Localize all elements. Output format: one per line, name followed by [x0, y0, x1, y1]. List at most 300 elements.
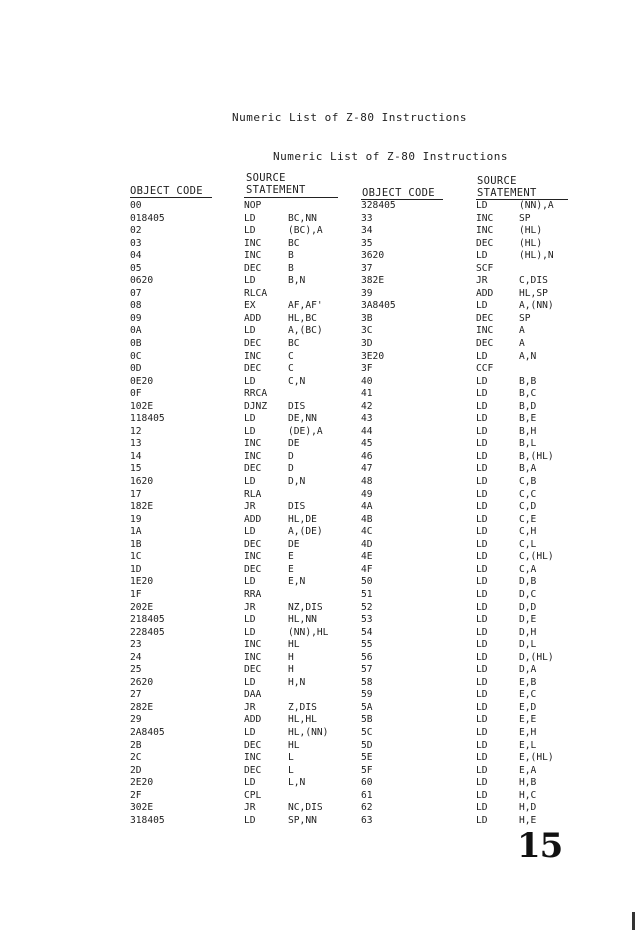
right-object-code: 48: [361, 476, 373, 488]
right-statement-header: STATEMENT: [477, 187, 537, 199]
left-operand: B: [288, 262, 294, 274]
right-mnemonic: LD: [476, 614, 488, 626]
left-operand: SP,NN: [288, 814, 317, 826]
left-mnemonic: ADD: [244, 513, 262, 525]
left-mnemonic: INC: [244, 551, 262, 563]
table-row: [0, 564, 640, 577]
right-object-code: 60: [361, 777, 373, 789]
table-row: [0, 677, 640, 690]
right-operand: SP: [519, 212, 531, 224]
left-mnemonic: RRA: [244, 588, 262, 600]
left-operand: NC,DIS: [288, 802, 323, 814]
right-source-header: SOURCE: [477, 175, 517, 187]
right-object-code: 3D: [361, 338, 373, 350]
left-operand: BC,NN: [288, 212, 317, 224]
right-mnemonic: LD: [476, 664, 488, 676]
right-mnemonic: LD: [476, 777, 488, 789]
left-mnemonic: DEC: [244, 363, 262, 375]
left-operand: Z,DIS: [288, 701, 317, 713]
right-object-code: 57: [361, 664, 373, 676]
left-operand: C: [288, 350, 294, 362]
right-operand: B,L: [519, 438, 537, 450]
left-mnemonic: DEC: [244, 338, 262, 350]
left-operand: HL: [288, 739, 300, 751]
left-operand: DIS: [288, 501, 306, 513]
left-operand: L: [288, 764, 294, 776]
right-object-code: 40: [361, 375, 373, 387]
left-object-code: 1F: [130, 588, 142, 600]
right-mnemonic: LD: [476, 576, 488, 588]
right-mnemonic: LD: [476, 476, 488, 488]
left-object-code: 24: [130, 651, 142, 663]
table-row: [0, 689, 640, 702]
right-operand: A: [519, 338, 525, 350]
left-mnemonic: INC: [244, 350, 262, 362]
table-row: [0, 476, 640, 489]
right-mnemonic: LD: [476, 814, 488, 826]
right-mnemonic: LD: [476, 488, 488, 500]
right-mnemonic: ADD: [476, 287, 494, 299]
left-mnemonic: LD: [244, 614, 256, 626]
left-operand: HL,BC: [288, 312, 317, 324]
right-object-code: 42: [361, 400, 373, 412]
left-object-code: 2E20: [130, 777, 154, 789]
right-mnemonic: LD: [476, 526, 488, 538]
left-mnemonic: INC: [244, 450, 262, 462]
left-object-code: 1620: [130, 476, 154, 488]
right-operand: D,(HL): [519, 651, 554, 663]
table-row: [0, 714, 640, 727]
table-row: [0, 526, 640, 539]
right-operand: B,D: [519, 400, 537, 412]
left-object-code: 1E20: [130, 576, 154, 588]
right-mnemonic: LD: [476, 350, 488, 362]
right-mnemonic: LD: [476, 714, 488, 726]
left-operand: HL,HL: [288, 714, 317, 726]
right-object-code: 33: [361, 212, 373, 224]
right-object-code: 56: [361, 651, 373, 663]
right-operand: E,A: [519, 764, 537, 776]
left-mnemonic: LD: [244, 212, 256, 224]
right-mnemonic: LD: [476, 400, 488, 412]
right-operand: C,H: [519, 526, 537, 538]
left-object-code: 2620: [130, 676, 154, 688]
table-row: [0, 752, 640, 765]
right-mnemonic: DEC: [476, 338, 494, 350]
table-row: [0, 438, 640, 451]
right-object-code: 4A: [361, 501, 373, 513]
table-row: [0, 401, 640, 414]
left-mnemonic: LD: [244, 726, 256, 738]
left-object-code: 318405: [130, 814, 165, 826]
left-object-code: 08: [130, 300, 142, 312]
left-mnemonic: JR: [244, 701, 256, 713]
right-operand: HL,SP: [519, 287, 548, 299]
right-mnemonic: LD: [476, 438, 488, 450]
right-operand: B,(HL): [519, 450, 554, 462]
left-object-code: 282E: [130, 701, 154, 713]
right-object-code: 41: [361, 388, 373, 400]
right-operand: C,(HL): [519, 551, 554, 563]
left-mnemonic: RRCA: [244, 388, 268, 400]
right-object-code: 4E: [361, 551, 373, 563]
right-object-code: 43: [361, 413, 373, 425]
left-operand: B: [288, 250, 294, 262]
table-title: Numeric List of Z-80 Instructions: [273, 150, 509, 163]
right-object-code: 46: [361, 450, 373, 462]
table-row: [0, 250, 640, 263]
right-mnemonic: LD: [476, 651, 488, 663]
table-row: [0, 539, 640, 552]
left-mnemonic: EX: [244, 300, 256, 312]
left-object-code: 23: [130, 639, 142, 651]
left-object-code: 0C: [130, 350, 142, 362]
left-mnemonic: LD: [244, 576, 256, 588]
left-operand: HL: [288, 639, 300, 651]
left-mnemonic: LD: [244, 413, 256, 425]
left-mnemonic: DEC: [244, 664, 262, 676]
table-row: [0, 388, 640, 401]
left-object-code: 07: [130, 287, 142, 299]
right-operand: C,D: [519, 501, 537, 513]
right-operand: B,A: [519, 463, 537, 475]
right-object-code: 53: [361, 614, 373, 626]
left-operand: DE: [288, 538, 300, 550]
right-operand: A: [519, 325, 525, 337]
right-operand: B,E: [519, 413, 537, 425]
left-object-code: 0D: [130, 363, 142, 375]
left-object-code: 05: [130, 262, 142, 274]
left-object-code: 00: [130, 200, 142, 211]
left-mnemonic: DAA: [244, 689, 262, 701]
table-row: [0, 514, 640, 527]
right-operand: E,E: [519, 714, 537, 726]
table-row: [0, 639, 640, 652]
left-mnemonic: RLA: [244, 488, 262, 500]
left-object-code: 02: [130, 225, 142, 237]
right-object-code: 5C: [361, 726, 373, 738]
left-mnemonic: INC: [244, 237, 262, 249]
left-operand: B,N: [288, 275, 306, 287]
table-row: [0, 300, 640, 313]
right-object-code: 4C: [361, 526, 373, 538]
table-row: [0, 313, 640, 326]
table-row: [0, 351, 640, 364]
right-object-code: 58: [361, 676, 373, 688]
left-mnemonic: ADD: [244, 714, 262, 726]
table-row: [0, 325, 640, 338]
right-mnemonic: LD: [476, 701, 488, 713]
right-object-code: 3620: [361, 250, 385, 262]
right-mnemonic: INC: [476, 212, 494, 224]
left-operand: A,(BC): [288, 325, 323, 337]
right-mnemonic: DEC: [476, 312, 494, 324]
left-object-code: 1D: [130, 563, 142, 575]
left-object-code: 27: [130, 689, 142, 701]
right-mnemonic: LD: [476, 676, 488, 688]
right-mnemonic: LD: [476, 789, 488, 801]
left-mnemonic: LD: [244, 476, 256, 488]
right-object-code: 3E20: [361, 350, 385, 362]
left-object-code: 2A8405: [130, 726, 165, 738]
left-mnemonic: JR: [244, 601, 256, 613]
right-object-code: 5F: [361, 764, 373, 776]
corner-mark: [632, 912, 635, 930]
table-row: [0, 702, 640, 715]
left-mnemonic: INC: [244, 438, 262, 450]
right-mnemonic: INC: [476, 225, 494, 237]
table-row: [0, 489, 640, 502]
table-row: [0, 338, 640, 351]
right-operand: E,(HL): [519, 752, 554, 764]
left-object-code: 2F: [130, 789, 142, 801]
left-object-code: 0A: [130, 325, 142, 337]
right-mnemonic: LD: [476, 802, 488, 814]
page-number: 15: [517, 826, 563, 866]
left-operand: DE: [288, 438, 300, 450]
right-operand: D,B: [519, 576, 537, 588]
right-operand: H,B: [519, 777, 537, 789]
left-operand: A,(DE): [288, 526, 323, 538]
right-mnemonic: CCF: [476, 363, 494, 375]
right-object-code: 51: [361, 588, 373, 600]
right-object-code: 4D: [361, 538, 373, 550]
right-operand: E,B: [519, 676, 537, 688]
right-operand: D,E: [519, 614, 537, 626]
left-mnemonic: DEC: [244, 463, 262, 475]
right-mnemonic: LD: [476, 551, 488, 563]
left-mnemonic: DJNZ: [244, 400, 268, 412]
right-object-code: 5E: [361, 752, 373, 764]
right-object-code: 63: [361, 814, 373, 826]
right-object-code: 59: [361, 689, 373, 701]
table-row: [0, 501, 640, 514]
table-row: [0, 463, 640, 476]
right-operand: H,D: [519, 802, 537, 814]
right-mnemonic: LD: [476, 601, 488, 613]
right-object-code: 62: [361, 802, 373, 814]
left-object-code: 29: [130, 714, 142, 726]
left-operand: BC: [288, 237, 300, 249]
left-object-code: 09: [130, 312, 142, 324]
right-operand: E,D: [519, 701, 537, 713]
right-operand: C,DIS: [519, 275, 548, 287]
left-mnemonic: RLCA: [244, 287, 268, 299]
right-mnemonic: LD: [476, 626, 488, 638]
right-mnemonic: LD: [476, 413, 488, 425]
right-operand: (HL),N: [519, 250, 554, 262]
table-row: [0, 576, 640, 589]
right-object-code: 3A8405: [361, 300, 396, 312]
right-object-code: 52: [361, 601, 373, 613]
left-operand: HL,NN: [288, 614, 317, 626]
left-object-code: 25: [130, 664, 142, 676]
right-mnemonic: LD: [476, 588, 488, 600]
right-operand: (HL): [519, 237, 543, 249]
table-row: [0, 589, 640, 602]
right-mnemonic: LD: [476, 739, 488, 751]
left-mnemonic: INC: [244, 752, 262, 764]
right-object-code: 47: [361, 463, 373, 475]
left-statement-header: STATEMENT: [246, 184, 306, 196]
left-operand: D: [288, 450, 294, 462]
left-mnemonic: NOP: [244, 200, 262, 211]
left-mnemonic: INC: [244, 639, 262, 651]
right-object-code: 50: [361, 576, 373, 588]
table-row: [0, 376, 640, 389]
right-mnemonic: LD: [476, 200, 488, 211]
left-operand: DIS: [288, 400, 306, 412]
left-mnemonic: DEC: [244, 563, 262, 575]
right-object-code: 4B: [361, 513, 373, 525]
table-row: [0, 765, 640, 778]
right-mnemonic: LD: [476, 250, 488, 262]
right-object-code-header: OBJECT CODE: [362, 187, 435, 199]
left-object-code: 0620: [130, 275, 154, 287]
left-object-code: 19: [130, 513, 142, 525]
table-row: [0, 426, 640, 439]
left-operand: E: [288, 551, 294, 563]
table-row: [0, 740, 640, 753]
table-row: [0, 413, 640, 426]
left-object-code: 17: [130, 488, 142, 500]
table-row: [0, 652, 640, 665]
left-mnemonic: LD: [244, 526, 256, 538]
table-row: [0, 627, 640, 640]
left-object-code: 13: [130, 438, 142, 450]
left-mnemonic: LD: [244, 676, 256, 688]
table-row: [0, 213, 640, 226]
right-mnemonic: LD: [476, 563, 488, 575]
right-mnemonic: DEC: [476, 237, 494, 249]
left-operand: C: [288, 363, 294, 375]
right-object-code: 4F: [361, 563, 373, 575]
right-object-code: 3F: [361, 363, 373, 375]
right-object-code: 34: [361, 225, 373, 237]
right-object-code: 45: [361, 438, 373, 450]
left-object-code: 15: [130, 463, 142, 475]
left-object-code-header: OBJECT CODE: [130, 185, 203, 197]
right-operand: B,C: [519, 388, 537, 400]
right-object-code: 49: [361, 488, 373, 500]
left-operand: H: [288, 664, 294, 676]
left-object-code: 12: [130, 425, 142, 437]
left-mnemonic: DEC: [244, 262, 262, 274]
left-operand: (DE),A: [288, 425, 323, 437]
left-mnemonic: ADD: [244, 312, 262, 324]
left-object-code: 218405: [130, 614, 165, 626]
right-object-code: 382E: [361, 275, 385, 287]
left-mnemonic: LD: [244, 375, 256, 387]
left-mnemonic: DEC: [244, 739, 262, 751]
left-object-code-underline: [130, 197, 212, 198]
right-mnemonic: LD: [476, 463, 488, 475]
right-object-code: 55: [361, 639, 373, 651]
left-operand: E: [288, 563, 294, 575]
right-mnemonic: LD: [476, 752, 488, 764]
left-operand: L: [288, 752, 294, 764]
right-operand: H,C: [519, 789, 537, 801]
left-object-code: 0F: [130, 388, 142, 400]
left-operand: D: [288, 463, 294, 475]
right-operand: C,A: [519, 563, 537, 575]
table-row: [0, 664, 640, 677]
page-title: Numeric List of Z-80 Instructions: [232, 111, 468, 124]
right-operand: C,C: [519, 488, 537, 500]
right-mnemonic: INC: [476, 325, 494, 337]
right-operand: A,(NN): [519, 300, 554, 312]
left-object-code: 04: [130, 250, 142, 262]
right-mnemonic: LD: [476, 639, 488, 651]
left-mnemonic: LD: [244, 814, 256, 826]
right-operand: E,C: [519, 689, 537, 701]
right-mnemonic: LD: [476, 388, 488, 400]
left-object-code: 1C: [130, 551, 142, 563]
table-row: [0, 777, 640, 790]
right-object-code: 54: [361, 626, 373, 638]
left-object-code: 2D: [130, 764, 142, 776]
right-operand: B,B: [519, 375, 537, 387]
table-row: [0, 263, 640, 276]
left-object-code: 0B: [130, 338, 142, 350]
left-operand: L,N: [288, 777, 306, 789]
right-operand: (HL): [519, 225, 543, 237]
left-object-code: 102E: [130, 400, 154, 412]
left-operand: DE,NN: [288, 413, 317, 425]
table-row: [0, 602, 640, 615]
right-mnemonic: LD: [476, 450, 488, 462]
left-mnemonic: LD: [244, 225, 256, 237]
left-mnemonic: DEC: [244, 538, 262, 550]
right-operand: E,L: [519, 739, 537, 751]
right-operand: H,E: [519, 814, 537, 826]
right-mnemonic: LD: [476, 726, 488, 738]
right-object-code: 44: [361, 425, 373, 437]
right-operand: B,H: [519, 425, 537, 437]
right-object-code: 328405: [361, 200, 396, 211]
right-operand: SP: [519, 312, 531, 324]
left-object-code: 202E: [130, 601, 154, 613]
left-object-code: 2C: [130, 752, 142, 764]
left-mnemonic: LD: [244, 777, 256, 789]
left-operand: BC: [288, 338, 300, 350]
right-operand: D,L: [519, 639, 537, 651]
right-object-code: 37: [361, 262, 373, 274]
right-mnemonic: JR: [476, 275, 488, 287]
left-operand: (BC),A: [288, 225, 323, 237]
table-row: [0, 238, 640, 251]
right-object-code: 5D: [361, 739, 373, 751]
table-row: [0, 727, 640, 740]
right-operand: D,D: [519, 601, 537, 613]
right-operand: A,N: [519, 350, 537, 362]
left-source-header: SOURCE: [246, 172, 286, 184]
right-operand: D,A: [519, 664, 537, 676]
instruction-table: [0, 200, 640, 827]
left-object-code: 1B: [130, 538, 142, 550]
left-object-code: 018405: [130, 212, 165, 224]
right-object-code: 3C: [361, 325, 373, 337]
left-mnemonic: JR: [244, 802, 256, 814]
right-operand: C,L: [519, 538, 537, 550]
right-object-code: 3B: [361, 312, 373, 324]
left-statement-underline: [244, 197, 338, 198]
right-operand: E,H: [519, 726, 537, 738]
right-mnemonic: LD: [476, 689, 488, 701]
right-mnemonic: LD: [476, 425, 488, 437]
right-operand: D,C: [519, 588, 537, 600]
table-row: [0, 551, 640, 564]
